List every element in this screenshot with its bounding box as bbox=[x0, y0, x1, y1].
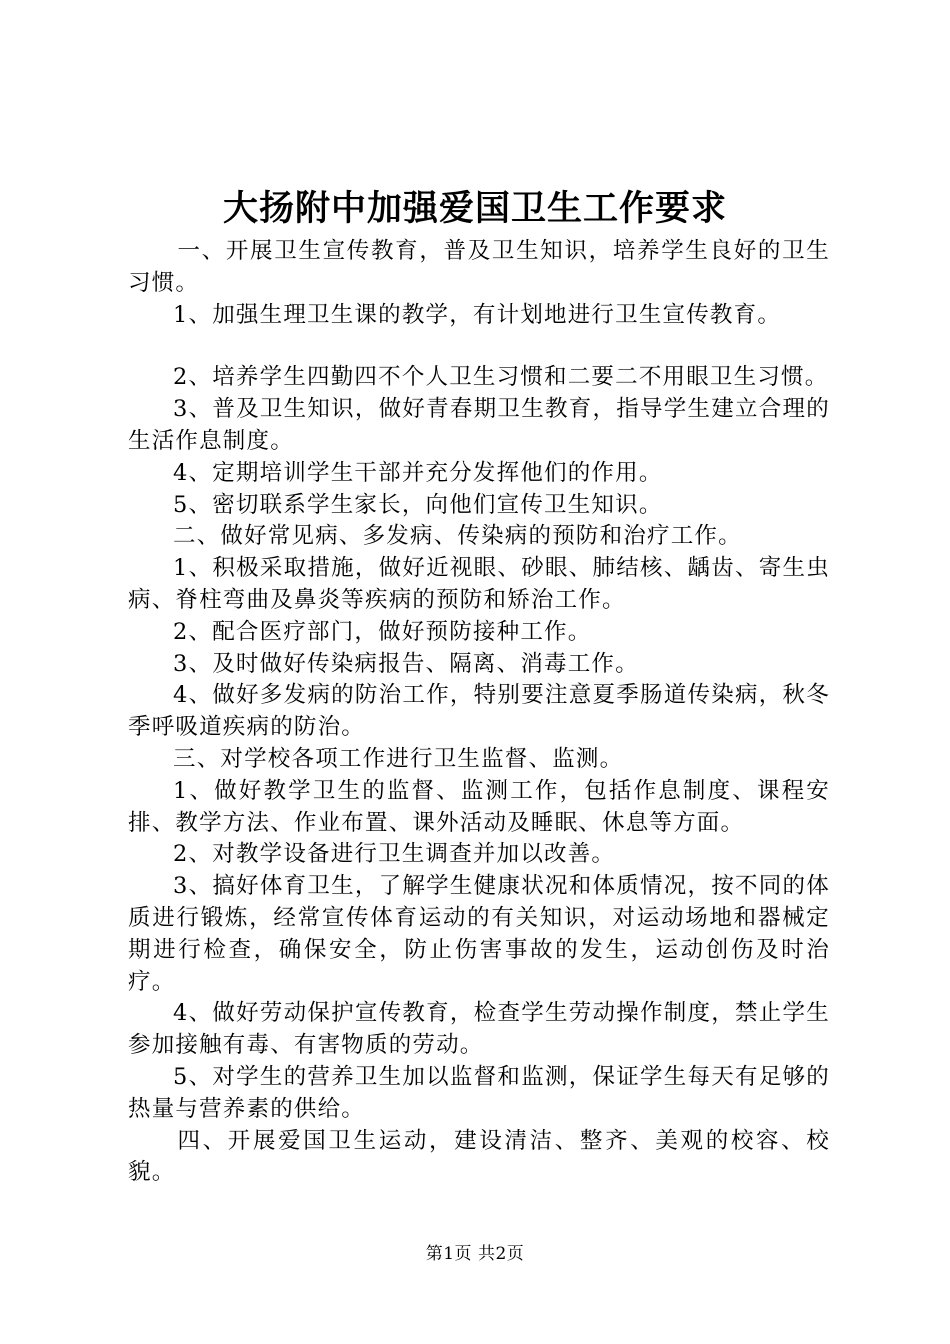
list-item: 2、对教学设备进行卫生调查并加以改善。 bbox=[173, 841, 616, 868]
list-item: 4、做好多发病的防治工作，特别要注意夏季肠道传染病，秋冬季呼吸道疾病的防治。 bbox=[128, 682, 830, 741]
list-item: 2、配合医疗部门，做好预防接种工作。 bbox=[173, 618, 592, 645]
list-item: 3、搞好体育卫生，了解学生健康状况和体质情况，按不同的体质进行锻炼，经常宣传体育运动的有关知识，对运动场地和器械定期进行检查，确保安全，防止伤害事故的发生，运动创伤及时治疗。 bbox=[128, 873, 830, 995]
list-item: 3、普及卫生知识，做好青春期卫生教育，指导学生建立合理的生活作息制度。 bbox=[128, 396, 830, 454]
list-item: 5、密切联系学生家长，向他们宣传卫生知识。 bbox=[173, 491, 663, 518]
list-item: 1、加强生理卫生课的教学，有计划地进行卫生宣传教育。 bbox=[173, 301, 782, 328]
list-item: 5、对学生的营养卫生加以监督和监测，保证学生每天有足够的热量与营养素的供给。 bbox=[128, 1063, 830, 1122]
section-heading-2: 二、做好常见病、多发病、传染病的预防和治疗工作。 bbox=[173, 523, 742, 550]
document-body bbox=[128, 236, 830, 1189]
list-item: 1、积极采取措施，做好近视眼、砂眼、肺结核、龋齿、寄生虫病、脊柱弯曲及鼻炎等疾病的预防和矫治工作。 bbox=[128, 555, 830, 613]
list-item: 4、定期培训学生干部并充分发挥他们的作用。 bbox=[173, 459, 663, 486]
section-heading-1: 一、开展卫生宣传教育，普及卫生知识，培养学生良好的卫生习惯。 bbox=[128, 238, 830, 296]
section-heading-3: 三、对学校各项工作进行卫生监督、监测。 bbox=[173, 745, 624, 772]
list-item: 3、及时做好传染病报告、隔离、消毒工作。 bbox=[173, 650, 639, 677]
list-item: 2、培养学生四勤四不个人卫生习惯和二要二不用眼卫生习惯。 bbox=[173, 364, 829, 391]
section-heading-4: 四、开展爱国卫生运动，建设清洁、整齐、美观的校容、校貌。 bbox=[128, 1127, 830, 1186]
document-title: 大扬附中加强爱国卫生工作要求 bbox=[222, 188, 727, 229]
list-item: 4、做好劳动保护宣传教育，检查学生劳动操作制度，禁止学生参加接触有毒、有害物质的劳动。 bbox=[128, 1000, 830, 1059]
page-number-footer: 第1页 共2页 bbox=[425, 1244, 525, 1264]
list-item: 1、做好教学卫生的监督、监测工作，包括作息制度、课程安排、教学方法、作业布置、课外活动及睡眠、休息等方面。 bbox=[128, 777, 830, 836]
